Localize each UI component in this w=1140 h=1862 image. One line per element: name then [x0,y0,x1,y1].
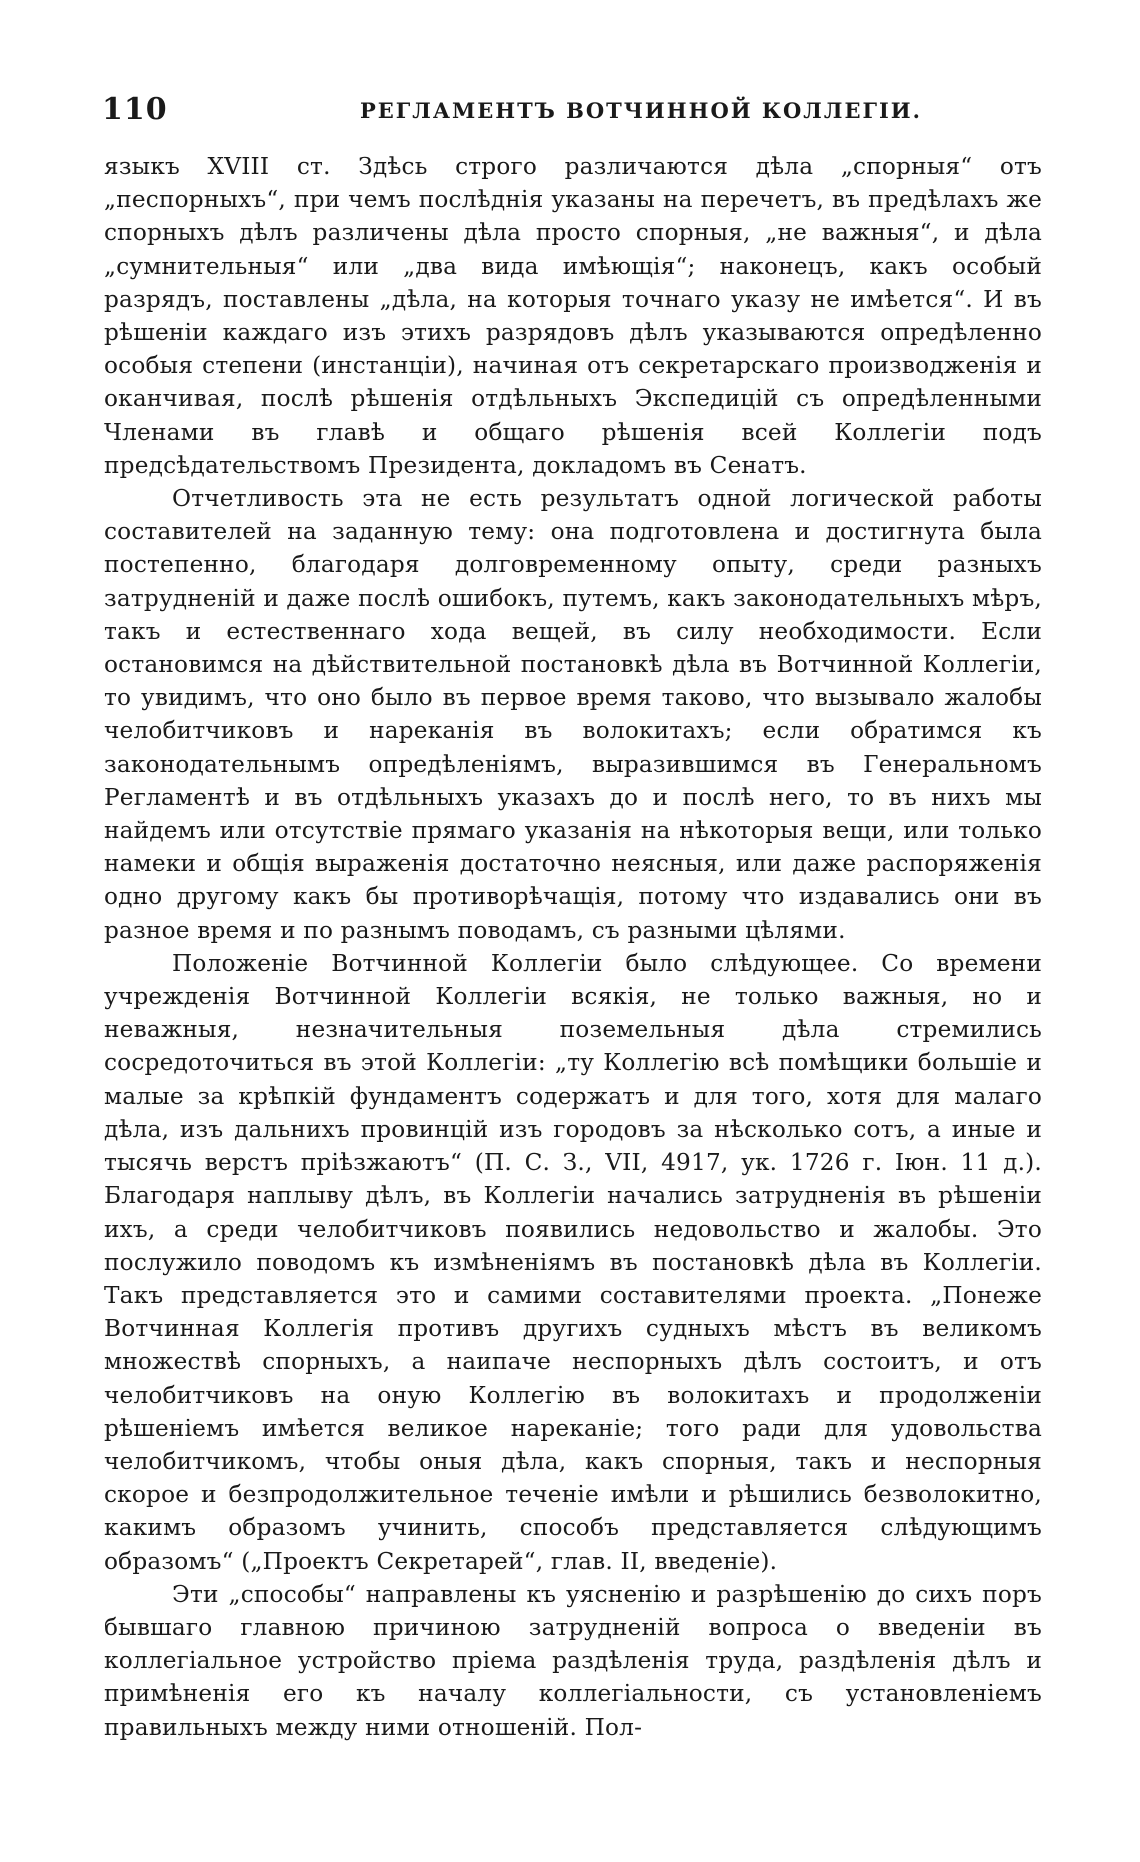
paragraph-1: языкъ XVIII ст. Здѣсь строго различаются дѣла „спорныя“ отъ „песпорныхъ“, при чемъ послѣднія указаны на перечетъ, въ предѣлахъ же спорныхъ дѣлъ различены дѣла просто спорныя, „не важныя“, и дѣла „сумнительныя“ или „два вида имѣющія“; наконецъ, какъ особый разрядъ, поставлены „дѣла, на которыя точнаго указу не имѣется“. И въ рѣшеніи каждаго изъ этихъ разрядовъ дѣлъ указываются опредѣленно особыя степени (инстанціи), начиная отъ секретарскаго производженія и оканчивая, послѣ рѣшенія отдѣльныхъ Экспедицій съ опредѣленными Членами въ главѣ и общаго рѣшенія всей Коллегіи подъ предсѣдательствомъ Президента, докладомъ въ Сенатъ. [104,153,1042,479]
paragraph-2: Отчетливость эта не есть результатъ одной логической работы составителей на заданную тему: она подготовлена и достигнута была постепенно, благодаря долговременному опыту, среди разныхъ затрудненій и даже послѣ ошибокъ, путемъ, какъ законодательныхъ мѣръ, такъ и естественнаго хода вещей, въ силу необходимости. Если остановимся на дѣйствительной постановкѣ дѣла въ Вотчинной Коллегіи, то увидимъ, что оно было въ первое время таково, что вызывало жалобы челобитчиковъ и нареканія въ волокитахъ; если обратимся къ законодательнымъ опредѣленіямъ, выразившимся въ Генеральномъ Регламентѣ и въ отдѣльныхъ указахъ до и послѣ него, то въ нихъ мы найдемъ или отсутствіе прямаго указанія на нѣкоторыя вещи, или только намеки и общія выраженія достаточно неясныя, или даже распоряженія одно другому какъ бы противорѣчащія, потому что издавались они въ разное время и по разнымъ поводамъ, съ разными цѣлями. [104,485,1042,944]
body-text [104,150,1042,1744]
page-number: 110 [102,92,168,127]
paragraph-4: Эти „способы“ направлены къ уясненію и разрѣшенію до сихъ поръ бывшаго главною причиною затрудненій вопроса о введеніи въ коллегіальное устройство пріема раздѣленія труда, раздѣленія дѣлъ и примѣненія его къ началу коллегіальности, съ установленіемъ правильныхъ между ними отношеній. Пол- [104,1580,1042,1741]
running-header [102,92,1042,132]
paragraph-3: Положеніе Вотчинной Коллегіи было слѣдующее. Со времени учрежденія Вотчинной Коллегіи всякія, не только важныя, но и неважныя, незначительныя поземельныя дѣла стремились сосредоточиться въ этой Коллегіи: „ту Коллегію всѣ помѣщики большіе и малые за крѣпкій фундаментъ содержатъ и для того, хотя для малаго дѣла, изъ дальнихъ провинцій изъ городовъ за нѣсколько сотъ, а иные и тысячь верстъ пріѣзжаютъ“ (П. С. З., VII, 4917, ук. 1726 г. Іюн. 11 д.). Благодаря наплыву дѣлъ, въ Коллегіи начались затрудненія въ рѣшеніи ихъ, а среди челобитчиковъ появились недовольство и жалобы. Это послужило поводомъ къ измѣненіямъ въ постановкѣ дѣла въ Коллегіи. Такъ представляется это и самими составителями проекта. „Понеже Вотчинная Коллегія противъ другихъ судныхъ мѣстъ въ великомъ множествѣ спорныхъ, а наипаче неспорныхъ дѣлъ состоитъ, и отъ челобитчиковъ на оную Коллегію въ волокитахъ и продолженіи рѣшеніемъ имѣется великое нареканіе; того ради для удовольства челобитчикомъ, чтобы оныя дѣла, какъ спорныя, такъ и неспорныя скорое и безпродолжительное теченіе имѣли и рѣшились безволокитно, какимъ образомъ учинить, способъ представляется слѣдующимъ образомъ“ („Проектъ Секретарей“, глав. II, введеніе). [104,949,1042,1575]
running-title: РЕГЛАМЕНТЪ ВОТЧИННОЙ КОЛЛЕГІИ. [360,98,922,123]
